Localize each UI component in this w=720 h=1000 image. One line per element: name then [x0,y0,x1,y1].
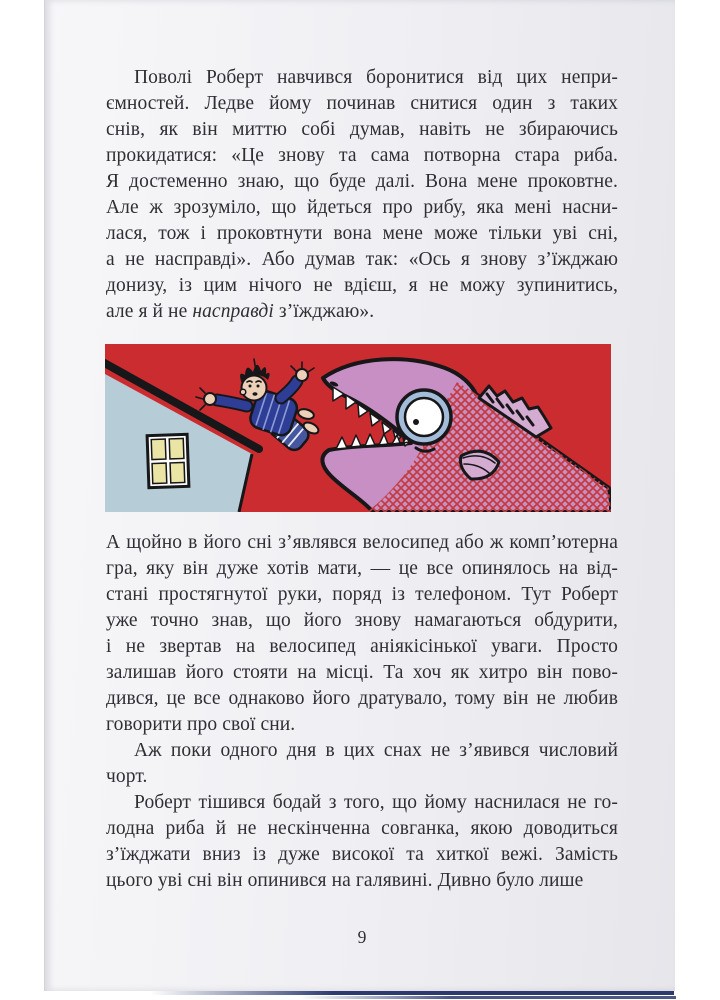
text-line: лодна риба й не нескінченна совганка, якою доводиться [106,818,618,839]
text-line: ємностей. Ледве йому починав снитися один з таких [106,93,618,114]
book-bottom-edge-line [150,991,674,995]
text-line: уже точно знав, що його знову намагаються обдурити, [106,610,618,631]
text-line: а не насправді». Або думав так: «Ось я знову з’їжджаю [106,249,618,270]
text-line: говорити про свої сни. [106,714,296,735]
text-line: з’їжджати вниз із дуже високої та хиткої вежі. Замість [106,844,618,865]
page-number: 9 [357,927,367,947]
illustration-boy-and-fish [105,344,611,512]
paragraph-3 [106,738,618,790]
text-line: снів, як він миттю собі думав, навіть не збираючись [106,119,618,140]
text-line: Аж поки одного дня в цих снах не з’явився числовий чорт. [106,740,618,787]
text-line: Я достеменно знаю, що буде далі. Вона мене проковтне. [106,171,618,192]
illustration-svg [105,344,611,512]
text-line: і не звертав на велосипед аніякісінької уваги. Просто [106,636,618,657]
window [147,434,189,487]
boy-ear [240,389,246,395]
book-page [44,0,675,991]
text-line: Поволі Роберт навчився боронитися від цих непри- [134,67,618,88]
text-line: А щойно в його сні з’являвся велосипед або ж комп’ютерна [106,532,618,553]
boy-hand [296,369,308,381]
text-line: залишав його стояти на місці. Та хоч як хитро він пово- [106,662,618,683]
paragraph-4 [106,790,618,894]
paragraph-2 [106,530,618,738]
text-line: прокидатися: «Це знову та сама потворна стара риба. [106,145,618,166]
book-bottom-edge-line-2 [300,996,676,999]
paragraph-1 [106,65,618,325]
text-line: гра, яку він дуже хотів мати, — це все опинялось на від- [106,558,618,579]
text-line: але я й не насправді з’їжджаю». [106,301,375,322]
text-line: дився, це все однаково його дратувало, тому він не любив [106,688,618,709]
fish-eye [397,390,451,444]
text-line: стані простягнутої руки, поряд із телефоном. Тут Роберт [106,584,618,605]
text-line: лася, тож і проковтнути вона мене може тільки уві сні, [106,223,618,244]
text-line: цього уві сні він опинився на галявині. Дивно було лише [106,870,584,891]
text-line: донизу, із цим нічого не вдієш, я не можу зупинитись, [106,275,618,296]
text-line: Але ж зрозуміло, що йдеться про рибу, яка мені насни- [106,197,618,218]
text-line: Роберт тішився бодай з того, що йому наснилася не го- [134,792,618,813]
boy-hand [204,393,216,405]
lower-text-block [106,530,618,894]
